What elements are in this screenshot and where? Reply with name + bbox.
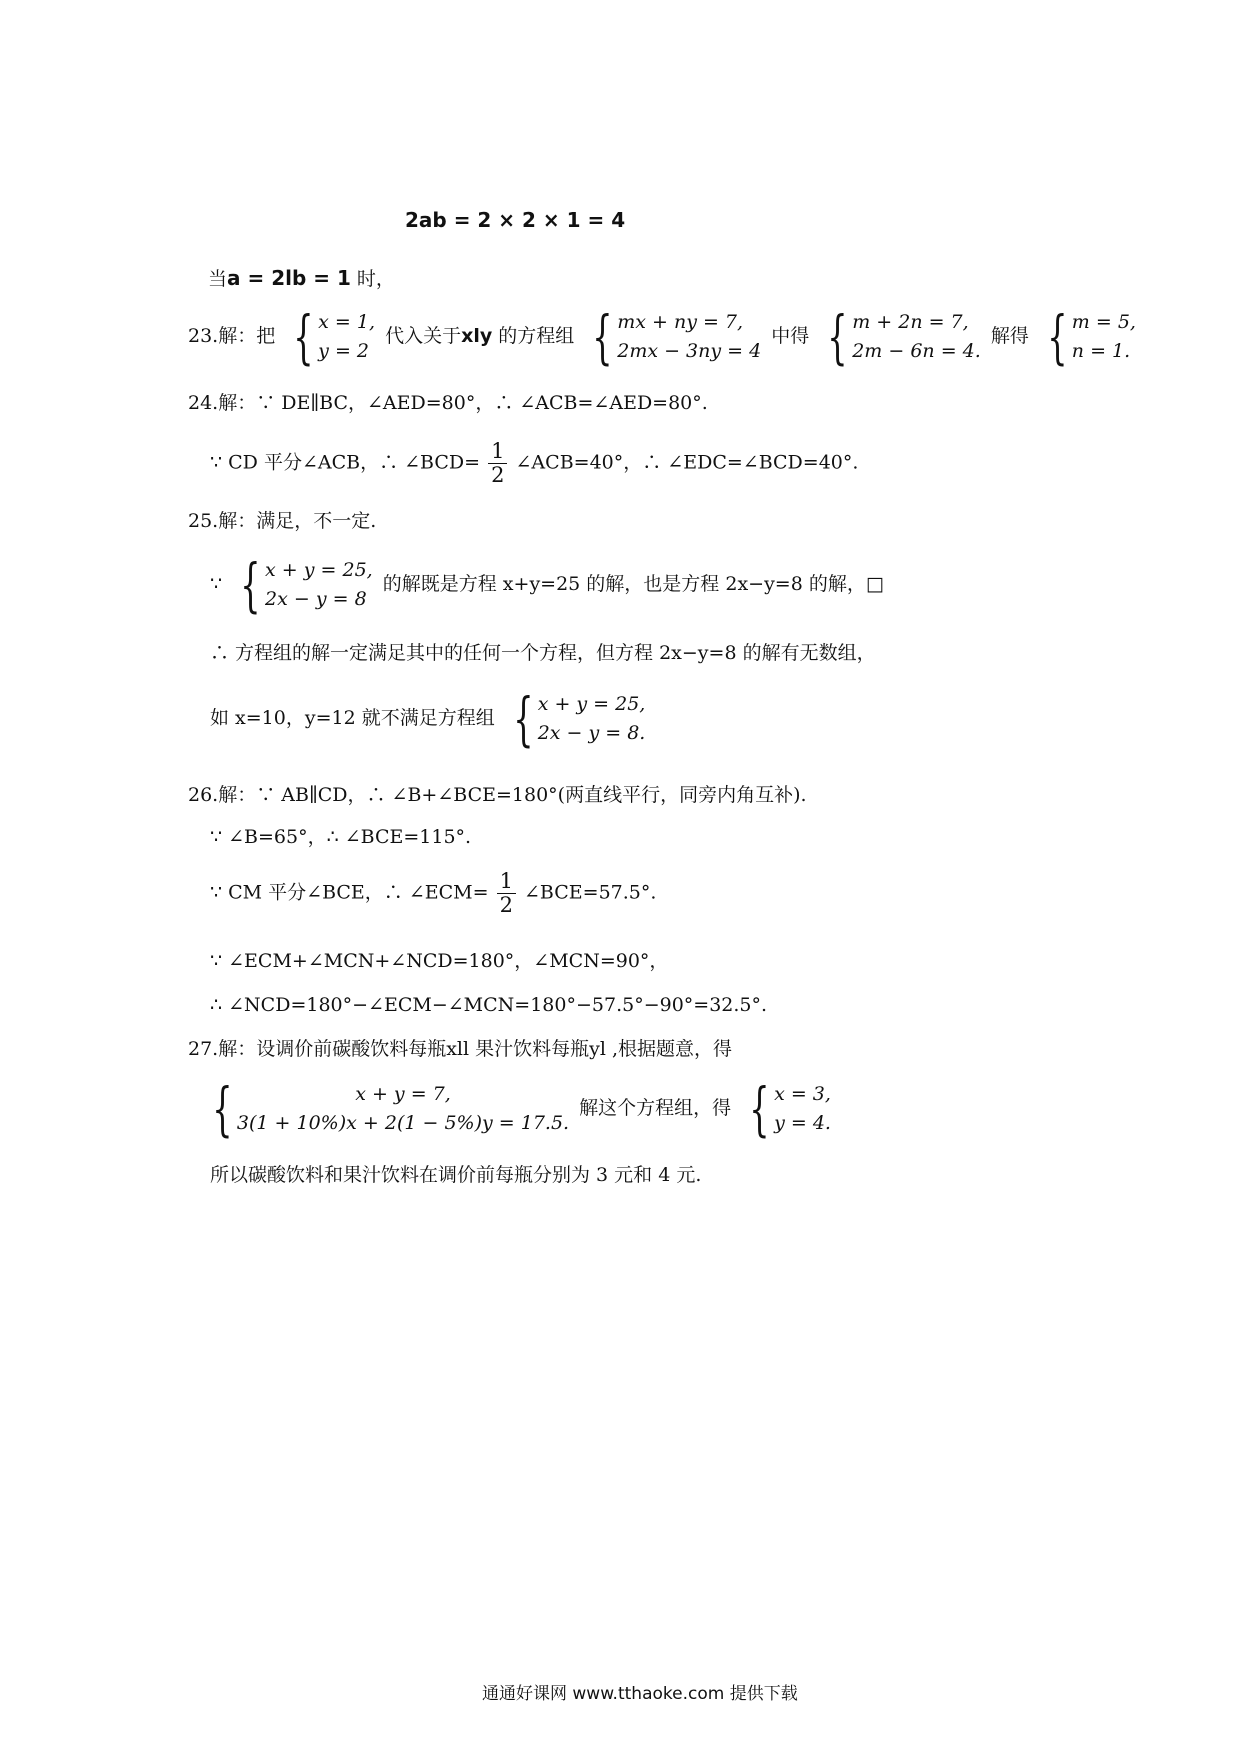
q24-line-1: 24.解：∵ DE∥BC，∠AED=80°，∴ ∠ACB=∠AED=80°. [188, 392, 708, 414]
q26-line-5: ∴ ∠NCD=180°−∠ECM−∠MCN=180°−57.5°−90°=32.5°. [210, 994, 768, 1016]
q27-line-2: { x + y = 7, 3(1 + 10%)x + 2(1 − 5%)y = 17.5. 解这个方程组，得 { x = 3, y = 4. [200, 1080, 835, 1138]
equation-2ab: 2ab = 2 × 2 × 1 = 4 [405, 208, 626, 232]
q25-line-1: 25.解：满足，不一定. [188, 510, 377, 532]
footer-source: 通通好课网 www.tthaoke.com 提供下载 [482, 1684, 798, 1704]
q27-system-2: { x = 3, y = 4. [749, 1075, 831, 1143]
fraction-half: $\frac{1}{2}$ [497, 870, 516, 917]
fraction-half: $\frac{1}{2}$ [488, 440, 507, 487]
q23-system-2: { mx + ny = 7, 2mx − 3ny = 4 [592, 303, 762, 371]
q26-line-4: ∵ ∠ECM+∠MCN+∠NCD=180°，∠MCN=90°， [210, 950, 669, 972]
q25-line-3: ∴ 方程组的解一定满足其中的任何一个方程，但方程 2x−y=8 的解有无数组， [210, 642, 876, 664]
q24-line-2: ∵ CD 平分∠ACB，∴ ∠BCD= $\frac{1}{2}$ ∠ACB=40°，∴ ∠EDC=∠BCD=40°. [210, 439, 859, 488]
q27-line-1: 27.解：设调价前碳酸饮料每瓶xll 果汁饮料每瓶yl ,根据题意，得 [188, 1038, 733, 1060]
q25-line-4: 如 x=10，y=12 就不满足方程组 { x + y = 25, 2x − y = 8. [210, 685, 646, 753]
q26-line-1: 26.解：∵ AB∥CD，∴ ∠B+∠BCE=180°(两直线平行，同旁内角互补). [188, 784, 807, 806]
q23-system-1: { x = 1, y = 2 [293, 303, 376, 371]
q23-line: 23.解：把 { x = 1, y = 2 代入关于xly 的方程组 { mx + ny = 7, 2mx − 3ny = 4 中得 { m + 2n = 7, 2m − 6n = 4. 解得 { m = 5, n = 1. [188, 303, 1136, 371]
q25-line-2: ∵ { x + y = 25, 2x − y = 8 的解既是方程 x+y=25 的解，也是方程 2x−y=8 的解，□ [210, 551, 884, 619]
q25-system-2: { x + y = 25, 2x − y = 8. [513, 685, 646, 753]
q26-line-3: ∵ CM 平分∠BCE，∴ ∠ECM= $\frac{1}{2}$ ∠BCE=57.5°. [210, 869, 657, 918]
q23-system-4: { m = 5, n = 1. [1047, 303, 1136, 371]
when-line: 当a = 2lb = 1 时， [208, 266, 395, 290]
q26-line-2: ∵ ∠B=65°，∴ ∠BCE=115°. [210, 826, 472, 848]
q27-system-1: { x + y = 7, 3(1 + 10%)x + 2(1 − 5%)y = 17.5. [212, 1075, 570, 1143]
q27-conclusion: 所以碳酸饮料和果汁饮料在调价前每瓶分别为 3 元和 4 元. [210, 1164, 702, 1186]
q25-system-1: { x + y = 25, 2x − y = 8 [240, 551, 373, 619]
q23-system-3: { m + 2n = 7, 2m − 6n = 4. [827, 303, 981, 371]
